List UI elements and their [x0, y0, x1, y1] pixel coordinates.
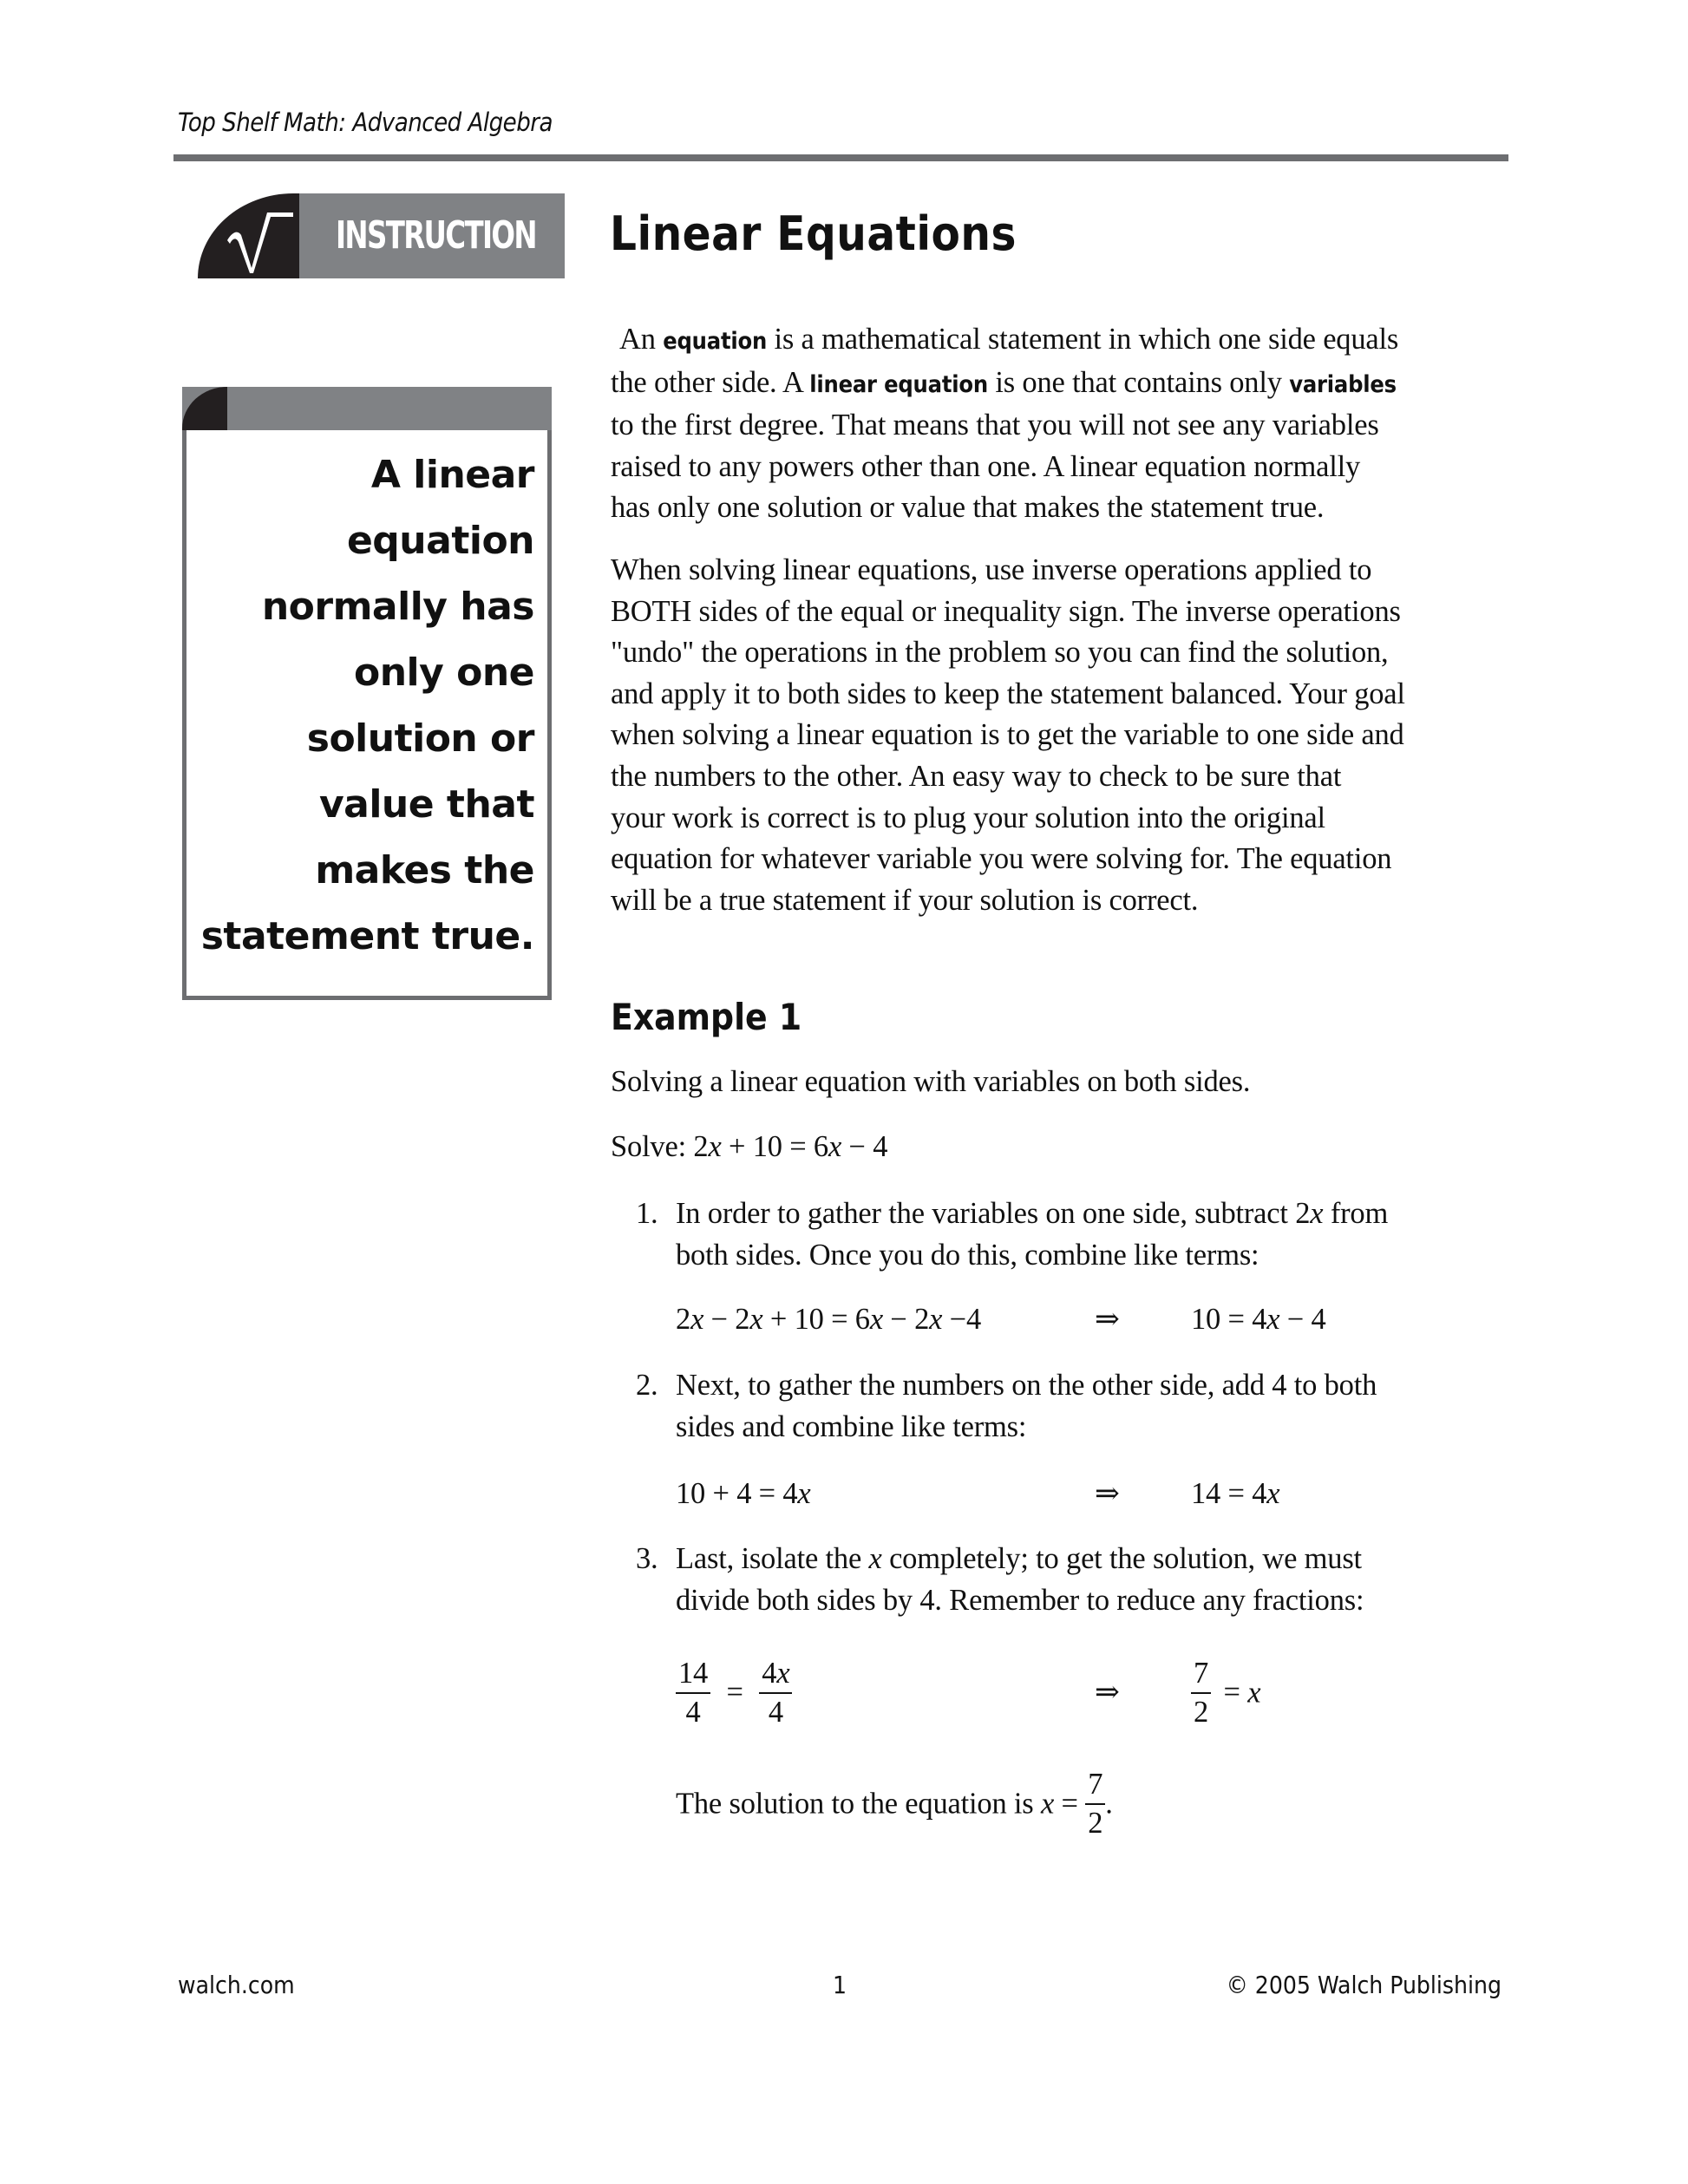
fraction-denominator: 4	[685, 1695, 701, 1729]
text-line: divide both sides by 4. Remember to reduce any fractions:	[676, 1583, 1364, 1617]
badge-label: INSTRUCTION	[336, 213, 536, 258]
footer-copyright: © 2005 Walch Publishing	[1226, 1971, 1502, 1999]
fraction-numerator: 7	[1085, 1769, 1105, 1805]
pull-quote-line: only one	[353, 651, 534, 695]
step-number: 2.	[636, 1369, 658, 1402]
fraction	[676, 1658, 710, 1727]
keyword-variables: variables	[1289, 370, 1397, 398]
step-3-equation-left	[676, 1658, 792, 1727]
text-line: and apply it to both sides to keep the statement balanced. Your goal	[611, 677, 1405, 710]
text-run: In order to gather the variables on one side, subtract 2	[676, 1197, 1311, 1230]
text-line: Next, to gather the numbers on the other side, add 4 to both	[676, 1369, 1377, 1402]
intro-paragraph-2	[611, 550, 1517, 921]
text-line: both sides. Once you do this, combine like terms:	[676, 1238, 1259, 1272]
text-run: Last, isolate the	[676, 1542, 869, 1575]
text-line: your work is correct is to plug your solution into the original	[611, 801, 1325, 834]
text-line: has only one solution or value that makes the statement true.	[611, 491, 1325, 525]
step-2-text	[676, 1365, 1377, 1448]
text-line: "undo" the operations in the problem so you can find the solution,	[611, 636, 1389, 670]
text-line: to the first degree. That means that you will not see any variables	[611, 409, 1379, 442]
step-1-text	[676, 1193, 1388, 1276]
text-run: completely; to get the solution, we must	[881, 1542, 1362, 1575]
math-variable: x	[828, 1130, 842, 1163]
math-variable: x	[869, 1303, 883, 1336]
fraction-numerator	[759, 1658, 792, 1694]
text-line: when solving a linear equation is to get the variable to one side and	[611, 718, 1404, 752]
equals-sign: =	[726, 1676, 743, 1710]
text-run: The solution to the equation is	[676, 1787, 1041, 1821]
pull-quote-line: equation	[346, 519, 534, 563]
step-3-equation-right	[1191, 1658, 1260, 1727]
math-run: − 4	[841, 1130, 888, 1163]
implies-arrow-icon: ⇒	[1095, 1303, 1120, 1336]
instruction-badge	[198, 193, 565, 278]
intro-paragraph-1	[611, 319, 1517, 529]
solve-label: Solve:	[611, 1130, 686, 1163]
math-run: + 10 = 6	[721, 1130, 828, 1163]
implies-arrow-icon: ⇒	[1095, 1477, 1120, 1510]
text-line: equation for whatever variable you were solving for. The equation	[611, 842, 1392, 876]
pull-quote-top-bar	[182, 387, 552, 430]
step-number: 1.	[636, 1197, 658, 1230]
pull-quote-line: normally has	[261, 585, 534, 629]
step-1-equation-left	[676, 1299, 981, 1341]
math-variable: x	[1266, 1303, 1280, 1336]
page-number: 1	[833, 1971, 847, 1999]
text-line	[676, 1539, 1364, 1580]
step-3-text	[676, 1539, 1364, 1621]
text-line: will be a true statement if your solution is correct.	[611, 883, 1199, 917]
fraction-numerator: 7	[1191, 1658, 1211, 1694]
math-run: − 4	[1279, 1303, 1326, 1336]
math-variable: x	[1310, 1197, 1324, 1230]
text-line	[611, 319, 1517, 363]
fraction	[1191, 1658, 1211, 1727]
fraction-numerator: 14	[676, 1658, 710, 1694]
step-2-equation-right	[1191, 1474, 1279, 1515]
text-run: is a mathematical statement in which one side equals	[767, 323, 1399, 356]
keyword-equation: equation	[663, 328, 768, 355]
equals-sign: =	[1223, 1676, 1248, 1710]
math-run: 14 = 4	[1191, 1477, 1267, 1510]
math-variable: x	[776, 1657, 790, 1690]
fraction-denominator: 2	[1194, 1695, 1209, 1729]
pull-quote-box	[182, 387, 552, 1000]
text-run: the other side. A	[611, 365, 810, 399]
math-variable: x	[708, 1130, 722, 1163]
math-run: + 10 = 6	[762, 1303, 870, 1336]
math-variable: x	[929, 1303, 943, 1336]
pull-quote-line: solution or	[306, 716, 534, 761]
math-run: − 2	[703, 1303, 750, 1336]
text-line: When solving linear equations, use inverse operations applied to	[611, 553, 1372, 586]
math-run: − 2	[882, 1303, 930, 1336]
math-run: 10 + 4 = 4	[676, 1477, 798, 1510]
pull-quote-line: A linear	[370, 453, 534, 497]
fraction	[759, 1658, 792, 1727]
math-run: 2	[676, 1303, 691, 1336]
page-title: Linear Equations	[610, 206, 1017, 261]
fraction-denominator: 2	[1088, 1806, 1103, 1840]
running-head: Top Shelf Math: Advanced Algebra	[178, 108, 553, 137]
text-line	[611, 363, 1517, 406]
text-run: .	[1105, 1787, 1113, 1821]
math-variable: x	[690, 1303, 704, 1336]
text-line: sides and combine like terms:	[676, 1409, 1027, 1443]
implies-arrow-icon: ⇒	[1095, 1676, 1120, 1709]
pull-quote-line: statement true.	[200, 914, 534, 958]
fraction	[1085, 1769, 1105, 1838]
text-run: from	[1323, 1197, 1389, 1230]
example-heading: Example 1	[611, 996, 802, 1038]
solve-equation	[611, 1127, 887, 1168]
text-line: the numbers to the other. An easy way to check to be sure that	[611, 759, 1342, 793]
text-line: BOTH sides of the equal or inequality sign. The inverse operations	[611, 594, 1401, 628]
math-run: 10 = 4	[1191, 1303, 1267, 1336]
math-run: 2	[693, 1130, 709, 1163]
math-run: 4	[762, 1657, 777, 1690]
example-description: Solving a linear equation with variables on both sides.	[611, 1065, 1251, 1098]
text-line	[676, 1193, 1388, 1235]
pull-quote-text	[201, 442, 534, 970]
math-variable: x	[749, 1303, 763, 1336]
step-1-equation-right	[1191, 1299, 1326, 1341]
solution-statement	[676, 1769, 1113, 1838]
text-line: raised to any powers other than one. A linear equation normally	[611, 449, 1361, 483]
math-variable: x	[1040, 1787, 1055, 1821]
math-variable: x	[1247, 1676, 1261, 1710]
step-2-equation-left	[676, 1474, 811, 1515]
keyword-linear-equation: linear equation	[809, 370, 988, 398]
math-variable: x	[797, 1477, 811, 1510]
header-rule	[173, 154, 1508, 161]
fraction-denominator: 4	[768, 1695, 783, 1729]
pull-quote-line: value that	[318, 782, 534, 827]
math-variable: x	[868, 1542, 882, 1575]
math-variable: x	[1266, 1477, 1280, 1510]
step-number: 3.	[636, 1542, 658, 1575]
square-root-icon	[226, 206, 295, 273]
math-run: −4	[942, 1303, 982, 1336]
pull-quote-line: makes the	[315, 848, 534, 893]
text-run: An	[619, 323, 664, 356]
footer-website: walch.com	[178, 1971, 295, 1999]
equals-sign: =	[1054, 1787, 1086, 1821]
text-run: is one that contains only	[987, 365, 1290, 399]
